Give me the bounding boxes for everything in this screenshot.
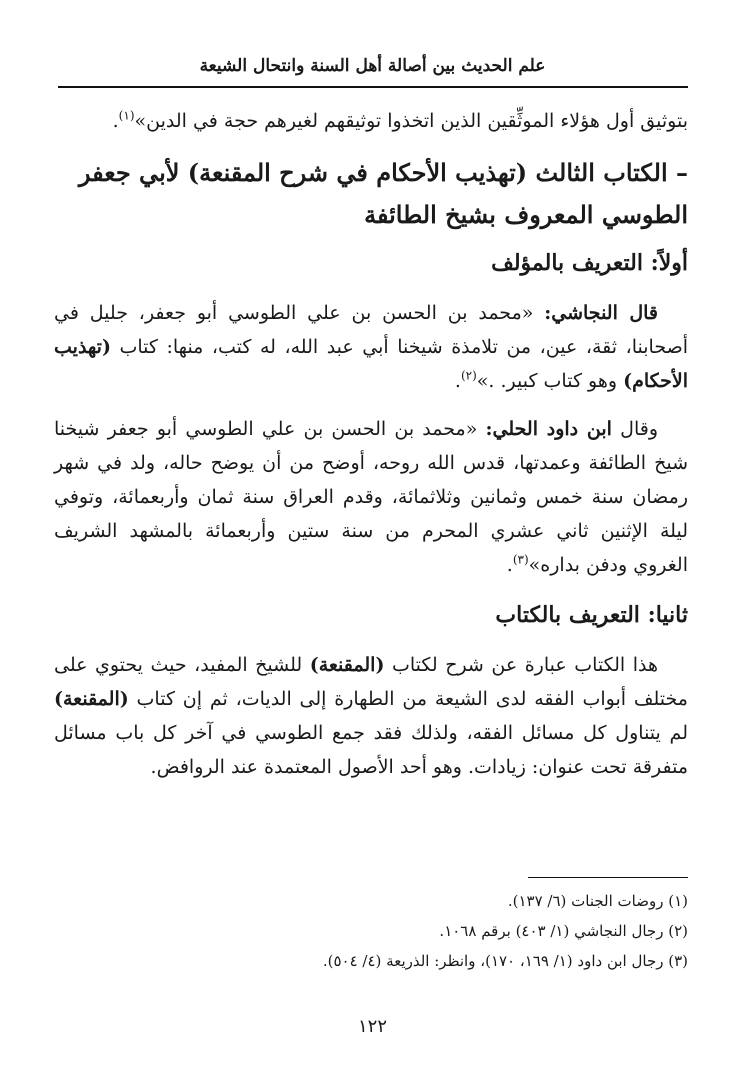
najashi-paragraph [54,296,688,398]
footnote-ref-1[interactable]: (١) [118,108,135,123]
ibn-dawud-text: «محمد بن الحسن بن علي الطوسي أبو جعفر شيخنا شيخ الطائفة وعمدتها، قدس الله روحه، أوضح من أن يوضح حاله، ولد في شهر رمضان سنة خمس وثمانين وثلاثمائة، وقدم العراق سنة ثمان وأربعمائة، وتوفي ليلة الإثنين ثاني عشري المحرم من سنة ستين وأربعمائة بالمشهد الشريف الغروي ودفن بداره» [54,418,688,576]
continuation-paragraph [54,104,688,138]
footnote-1: (١) روضات الجنات (٦/ ١٣٧). [507,892,688,910]
ibn-dawud-end: . [506,554,513,576]
footnote-ref-3[interactable]: (٣) [512,552,529,567]
page-number: ١٢٢ [357,1016,387,1037]
najashi-book-title: (تهذيب الأحكام) [54,336,688,392]
continuation-end: . [112,110,119,132]
book-title-muqnia-1: (المقنعة) [309,654,385,676]
ibn-dawud-name: ابن داود الحلي: [485,418,612,440]
continuation-text: بتوثيق أول هؤلاء الموثِّقين الذين اتخذوا توثيقهم لغيرهم حجة في الدين» [134,110,688,132]
header-rule [58,86,688,88]
najashi-text-2: وهو كتاب كبير. .» [476,370,624,392]
section-title-line-2: الطوسي المعروف بشيخ الطائفة [364,200,688,229]
najashi-text-1: «محمد بن الحسن بن علي الطوسي أبو جعفر، جليل في أصحابنا، ثقة، عين، من تلامذة شيخنا أبي عبد الله، له كتب، منها: كتاب [54,302,688,358]
najashi-end: . [454,370,461,392]
footnote-2: (٢) رجال النجاشي (١/ ٤٠٣) برقم ١٠٦٨. [439,922,688,940]
author-heading: أولاً: التعريف بالمؤلف [491,250,688,276]
book-title-muqnia-2: (المقنعة) [54,688,129,710]
ibn-dawud-lead: وقال [611,418,658,440]
footnote-rule [528,877,688,878]
book-heading: ثانيا: التعريف بالكتاب [495,602,688,628]
book-text-3: لم يتناول كل مسائل الفقه، ولذلك فقد جمع الطوسي في آخر كل باب مسائل متفرقة تحت عنوان: زيادات. وهو أحد الأصول المعتمدة عند الروافض. [54,722,688,778]
ibn-dawud-paragraph [54,412,688,582]
book-text-1: هذا الكتاب عبارة عن شرح لكتاب [384,654,658,676]
book-paragraph [54,648,688,784]
footnotes [60,886,688,976]
najashi-name: قال النجاشي: [544,302,658,324]
section-title-line-1: – الكتاب الثالث (تهذيب الأحكام في شرح المقنعة) لأبي جعفر [78,158,688,187]
book-text-2: للشيخ المفيد، حيث يحتوي على مختلف أبواب الفقه لدى الشيعة من الطهارة إلى الديات، ثم إن كتاب [54,654,688,710]
section-title [54,152,688,236]
running-head: علم الحديث بين أصالة أهل السنة وانتحال الشيعة [199,56,546,76]
footnote-ref-2[interactable]: (٢) [460,368,477,383]
page-body [54,104,688,798]
footnote-3: (٣) رجال ابن داود (١/ ١٦٩، ١٧٠)، وانظر: الذريعة (٤/ ٥٠٤). [322,952,688,970]
